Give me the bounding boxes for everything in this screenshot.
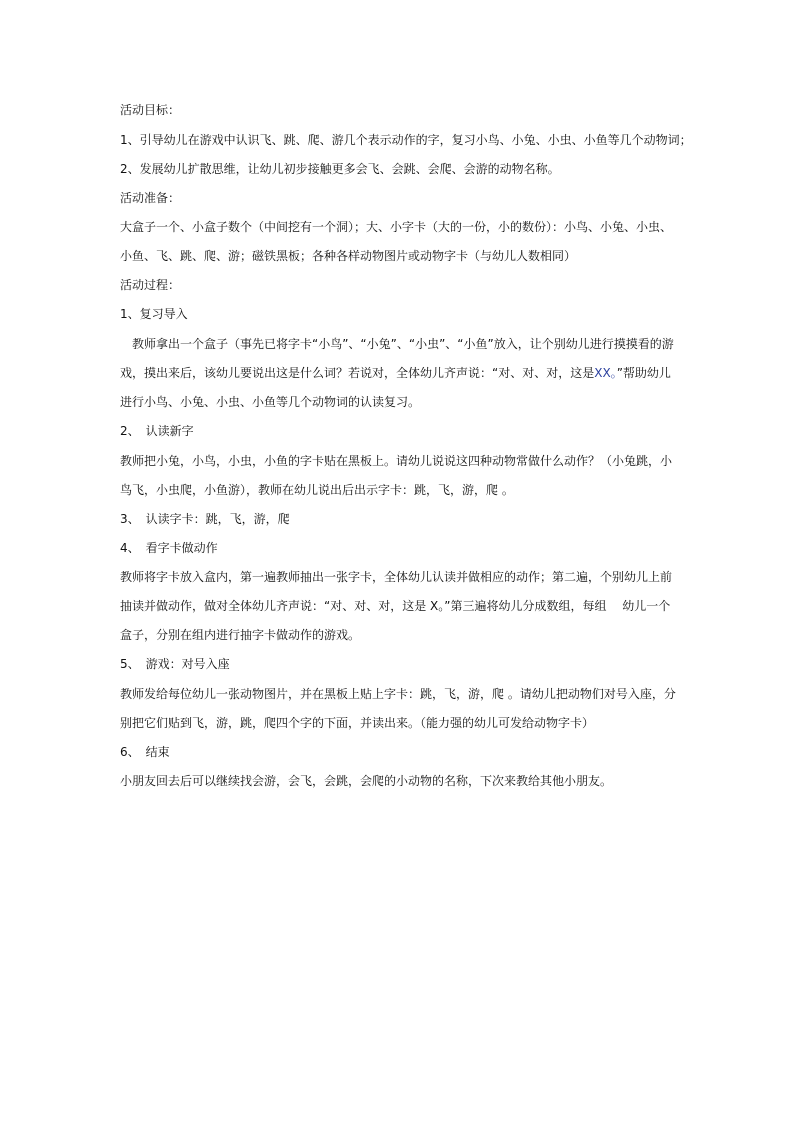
xx-placeholder: XX。 xyxy=(594,366,617,380)
step-1-line-1: 教师拿出一个盒子（事先已将字卡“小鸟”、“小兔”、“小虫”、“小鱼”放入，让个别幼儿进行摸摸看的游 xyxy=(120,337,674,351)
preparation-line-2: 小鱼、飞、跳、爬、游；磁铁黑板；各种各样动物图片或动物字卡（与幼儿人数相同） xyxy=(120,249,577,263)
heading-preparation: 活动准备： xyxy=(120,191,181,205)
step-4-title: 4、 看字卡做动作 xyxy=(120,541,218,555)
step-1-line-2 xyxy=(120,366,671,380)
step-2-line-2: 鸟飞，小虫爬，小鱼游），教师在幼儿说出后出示字卡：跳，飞，游，爬 。 xyxy=(120,483,514,497)
step-3-title: 3、 认读字卡：跳，飞，游，爬 xyxy=(120,512,290,526)
step-4-line-3: 盒子，分别在组内进行抽字卡做动作的游戏。 xyxy=(120,628,361,642)
preparation-line-1: 大盒子一个、小盒子数个（中间挖有一个洞）；大、小字卡（大的一份，小的数份）：小鸟、小兔、小虫、 xyxy=(120,220,673,234)
step-4-line-1: 教师将字卡放入盒内，第一遍教师抽出一张字卡，全体幼儿认读并做相应的动作；第二遍，个别幼儿上前 xyxy=(120,570,673,584)
goal-item-2: 2、发展幼儿扩散思维，让幼儿初步接触更多会飞、会跳、会爬、会游的动物名称。 xyxy=(120,162,560,176)
step-2-line-1: 教师把小兔，小鸟，小虫，小鱼的字卡贴在黑板上。请幼儿说说这四种动物常做什么动作？（小兔跳，小 xyxy=(120,454,673,468)
step-6-title: 6、 结束 xyxy=(120,745,170,759)
step-5-title: 5、 游戏：对号入座 xyxy=(120,657,230,671)
step-6-line-1: 小朋友回去后可以继续找会游，会飞，会跳，会爬的小动物的名称，下次来教给其他小朋友。 xyxy=(120,774,613,788)
heading-process: 活动过程： xyxy=(120,278,181,292)
heading-goals: 活动目标： xyxy=(120,103,181,117)
step-2-title: 2、 认读新字 xyxy=(120,424,194,438)
step-4-line-2: 抽读并做动作，做对全体幼儿齐声说：“对、对、对，这是 X。”第三遍将幼儿分成数组，每组 幼儿一个 xyxy=(120,599,671,613)
step-5-line-1: 教师发给每位幼儿一张动物图片，并在黑板上贴上字卡：跳，飞，游，爬 。请幼儿把动物们对号入座，分 xyxy=(120,687,676,701)
goal-item-1: 1、引导幼儿在游戏中认识飞、跳、爬、游几个表示动作的字，复习小鸟、小兔、小虫、小鱼等几个动物词； xyxy=(120,133,692,147)
step-1-line-3: 进行小鸟、小兔、小虫、小鱼等几个动物词的认读复习。 xyxy=(120,395,421,409)
step-1-title: 1、复习导入 xyxy=(120,307,188,321)
step-1-line-2-tail: ”帮助幼儿 xyxy=(616,366,671,380)
step-1-line-2-text: 戏，摸出来后，该幼儿要说出这是什么词？若说对，全体幼儿齐声说：“对、对、对，这是 xyxy=(120,366,595,380)
step-5-line-2: 别把它们贴到飞，游，跳，爬四个字的下面，并读出来。（能力强的幼儿可发给动物字卡） xyxy=(120,716,595,730)
